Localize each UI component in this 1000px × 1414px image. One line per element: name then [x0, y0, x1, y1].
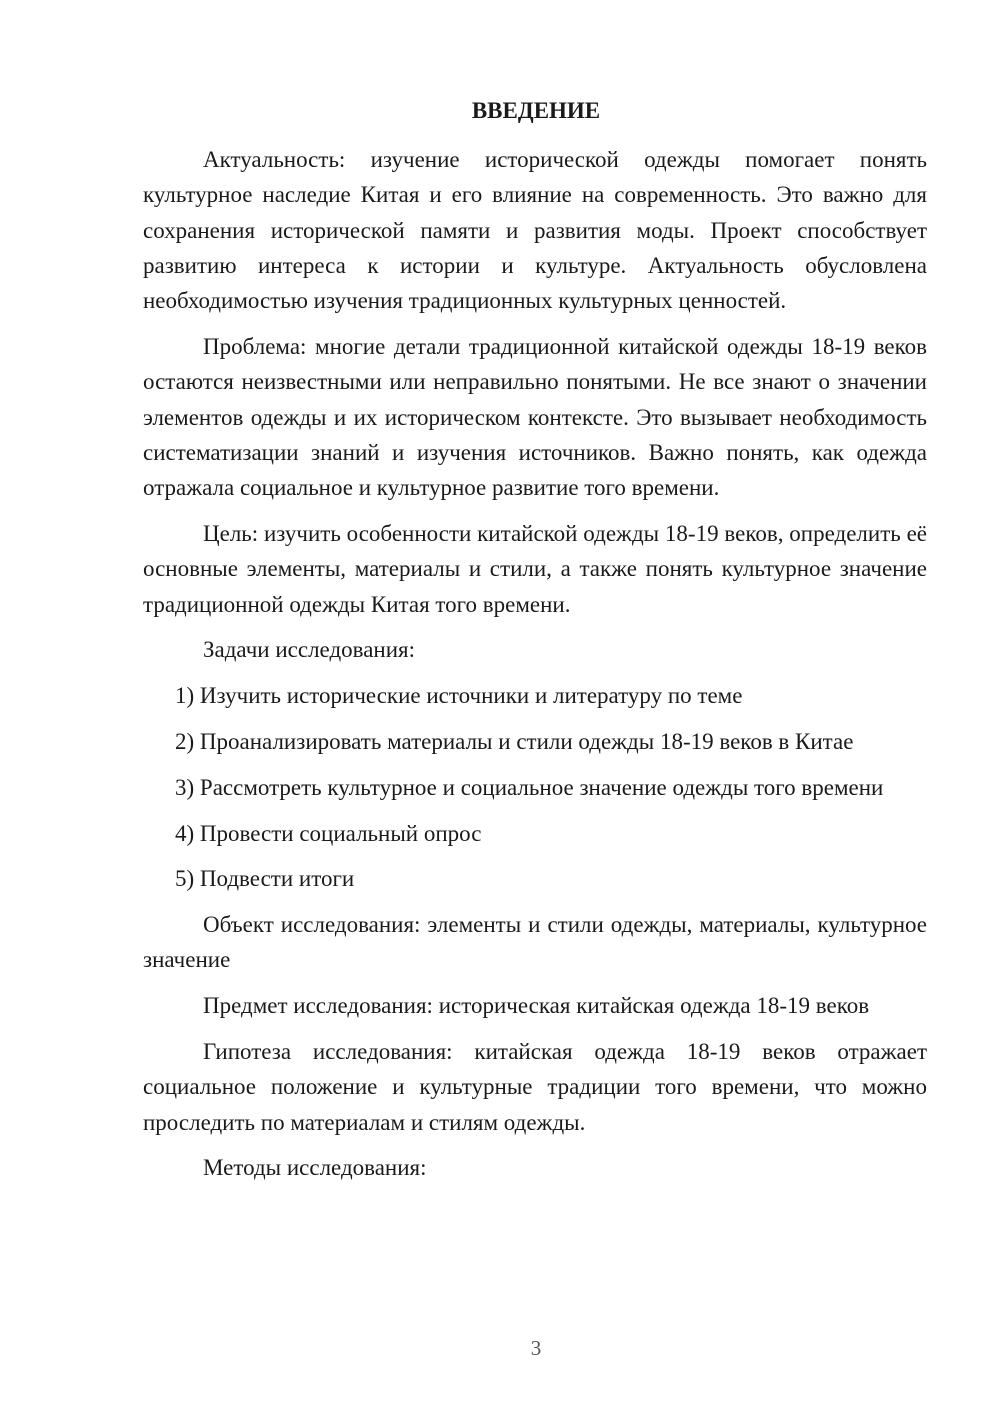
paragraph-relevance: Актуальность: изучение исторической одежды помогает понять культурное наследие Китая и его влияние на современность. Это важно для сохранения исторической памяти и развития моды. Проект способствует развитию интереса к истории и культуре. Актуальность обусловлена необходимостью изучения традиционных культурных ценностей. [143, 147, 927, 314]
paragraph-problem: Проблема: многие детали традиционной китайской одежды 18-19 веков остаются неизвестными или неправильно понятыми. Не все знают о значении элементов одежды и их историческом контексте. Это вызывает необходимость систематизации знаний и изучения источников. Важно понять, как одежда отражала социальное и культурное развитие того времени. [143, 333, 927, 501]
list-item-task-5: 5) Подвести итоги [175, 866, 355, 892]
list-item-task-3: 3) Рассмотреть культурное и социальное значение одежды того времени [175, 774, 884, 800]
paragraph-tasks-title: Задачи исследования: [203, 637, 416, 663]
page-number: 3 [530, 1336, 542, 1360]
list-item-task-1: 1) Изучить исторические источники и литературу по теме [175, 683, 743, 709]
paragraph-object: Объект исследования: элементы и стили одежды, материалы, культурное значение [143, 912, 927, 973]
section-heading: ВВЕДЕНИЕ [471, 98, 601, 123]
paragraph-goal: Цель: изучить особенности китайской одежды 18-19 веков, определить её основные элементы, материалы и стили, а также понять культурное значение традиционной одежды Китая того времени. [143, 520, 927, 617]
list-item-task-2: 2) Проанализировать материалы и стили одежды 18-19 веков в Китае [175, 728, 854, 754]
paragraph-methods: Методы исследования: [203, 1155, 427, 1181]
body-text [143, 142, 927, 1196]
paragraph-hypothesis: Гипотеза исследования: китайская одежда 18-19 веков отражает социальное положение и культурные традиции того времени, что можно проследить по материалам и стилям одежды. [143, 1039, 927, 1135]
list-item-task-4: 4) Провести социальный опрос [175, 820, 482, 846]
paragraph-subject: Предмет исследования: историческая китайская одежда 18-19 веков [203, 993, 870, 1019]
